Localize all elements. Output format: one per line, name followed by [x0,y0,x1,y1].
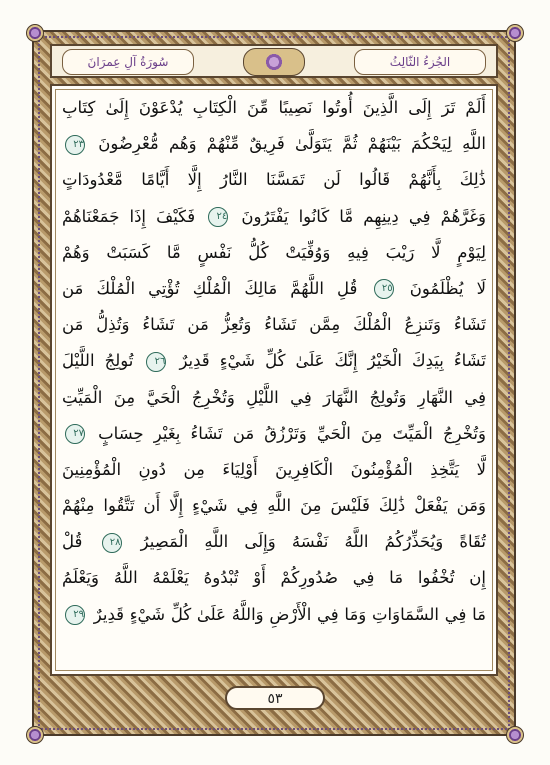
line-text: قُلْ [62,532,83,552]
header-medallion-icon [243,48,305,76]
text-line [62,597,486,633]
page-header [50,44,498,78]
text-line [62,235,486,271]
text-line [62,162,486,198]
text-line [62,452,486,488]
text-line [62,380,486,416]
corner-ornament-icon [506,24,524,42]
line-text: أَلَمْ تَرَ إِلَى الَّذِينَ أُوتُوا نَصِيبًا مِّنَ الْكِتَابِ يُدْعَوْنَ إِلَىٰ كِتَابِ [62,98,486,117]
ayah-number-marker: ٢٦ [146,352,166,372]
text-line [62,524,486,560]
line-text: تُقَاةً وَيُحَذِّرُكُمُ اللَّهُ نَفْسَهُ وَإِلَى اللَّهِ الْمَصِيرُ [140,532,486,552]
ayah-number-marker: ٢٧ [65,424,85,444]
line-text: تَشَاءُ وَتَنزِعُ الْمُلْكَ مِمَّن تَشَاءُ وَتُعِزُّ مَن تَشَاءُ وَتُذِلُّ مَن [62,315,486,335]
line-text: وَمَن يَفْعَلْ ذَٰلِكَ فَلَيْسَ مِنَ اللَّهِ فِي شَيْءٍ إِلَّا أَن تَتَّقُوا مِنْهُمْ [62,496,486,516]
text-line [62,488,486,524]
corner-ornament-icon [506,726,524,744]
text-line [62,199,486,235]
corner-ornament-icon [26,24,44,42]
ayah-number-marker: ٢٤ [208,207,228,227]
ayah-number-marker: ٢٩ [65,605,85,625]
line-text: تَشَاءُ بِيَدِكَ الْخَيْرُ إِنَّكَ عَلَىٰ كُلِّ شَيْءٍ قَدِيرٌ [179,351,486,371]
line-text: وَغَرَّهُمْ فِي دِينِهِم مَّا كَانُوا يَفْتَرُونَ [241,206,486,226]
line-text: تُولِجُ اللَّيْلَ [62,351,134,371]
line-text: اللَّهِ لِيَحْكُمَ بَيْنَهُمْ ثُمَّ يَتَوَلَّىٰ فَرِيقٌ مِّنْهُمْ وَهُم مُّعْرِضُونَ [98,134,486,154]
line-text: فَكَيْفَ إِذَا جَمَعْنَاهُمْ [62,206,196,226]
line-text: ذَٰلِكَ بِأَنَّهُمْ قَالُوا لَن تَمَسَّنَا النَّارُ إِلَّا أَيَّامًا مَّعْدُودَاتٍ [62,170,486,190]
line-text: قُلِ اللَّهُمَّ مَالِكَ الْمُلْكِ تُؤْتِي الْمُلْكَ مَن [62,278,358,298]
text-line [62,126,486,162]
line-text: وَتُخْرِجُ الْمَيِّتَ مِنَ الْحَيِّ وَتَرْزُقُ مَن تَشَاءُ بِغَيْرِ حِسَابٍ [98,423,486,443]
line-text: فِي النَّهَارِ وَتُولِجُ النَّهَارَ فِي اللَّيْلِ وَتُخْرِجُ الْحَيَّ مِنَ الْمَيِّتِ [62,387,486,407]
surah-name: سُورَةُ آلِ عِمرَانَ [62,49,194,75]
line-text: لَا يُظْلَمُونَ [409,278,486,298]
ayah-number-marker: ٢٣ [65,135,85,155]
text-line [62,343,486,379]
text-line [62,560,486,596]
line-text: لِيَوْمٍ لَّا رَيْبَ فِيهِ وَوُفِّيَتْ كُلُّ نَفْسٍ مَّا كَسَبَتْ وَهُمْ [62,242,486,262]
line-text: مَا فِي السَّمَاوَاتِ وَمَا فِي الْأَرْضِ وَاللَّهُ عَلَىٰ كُلِّ شَيْءٍ قَدِيرٌ [93,604,486,624]
line-text: إِن تُخْفُوا مَا فِي صُدُورِكُمْ أَوْ تُبْدُوهُ يَعْلَمْهُ اللَّهُ وَيَعْلَمُ [62,568,486,588]
corner-ornament-icon [26,726,44,744]
text-line [62,271,486,307]
quran-text [62,90,486,670]
text-line [62,90,486,126]
page-number: ٥٣ [225,686,325,710]
line-text: لَّا يَتَّخِذِ الْمُؤْمِنُونَ الْكَافِرِينَ أَوْلِيَاءَ مِن دُونِ الْمُؤْمِنِينَ [62,459,486,479]
ayah-number-marker: ٢٥ [374,279,394,299]
ayah-number-marker: ٢٨ [102,533,122,553]
juz-name: الجُزءُ الثّالِثُ [354,49,486,75]
text-line [62,307,486,343]
text-line [62,416,486,452]
